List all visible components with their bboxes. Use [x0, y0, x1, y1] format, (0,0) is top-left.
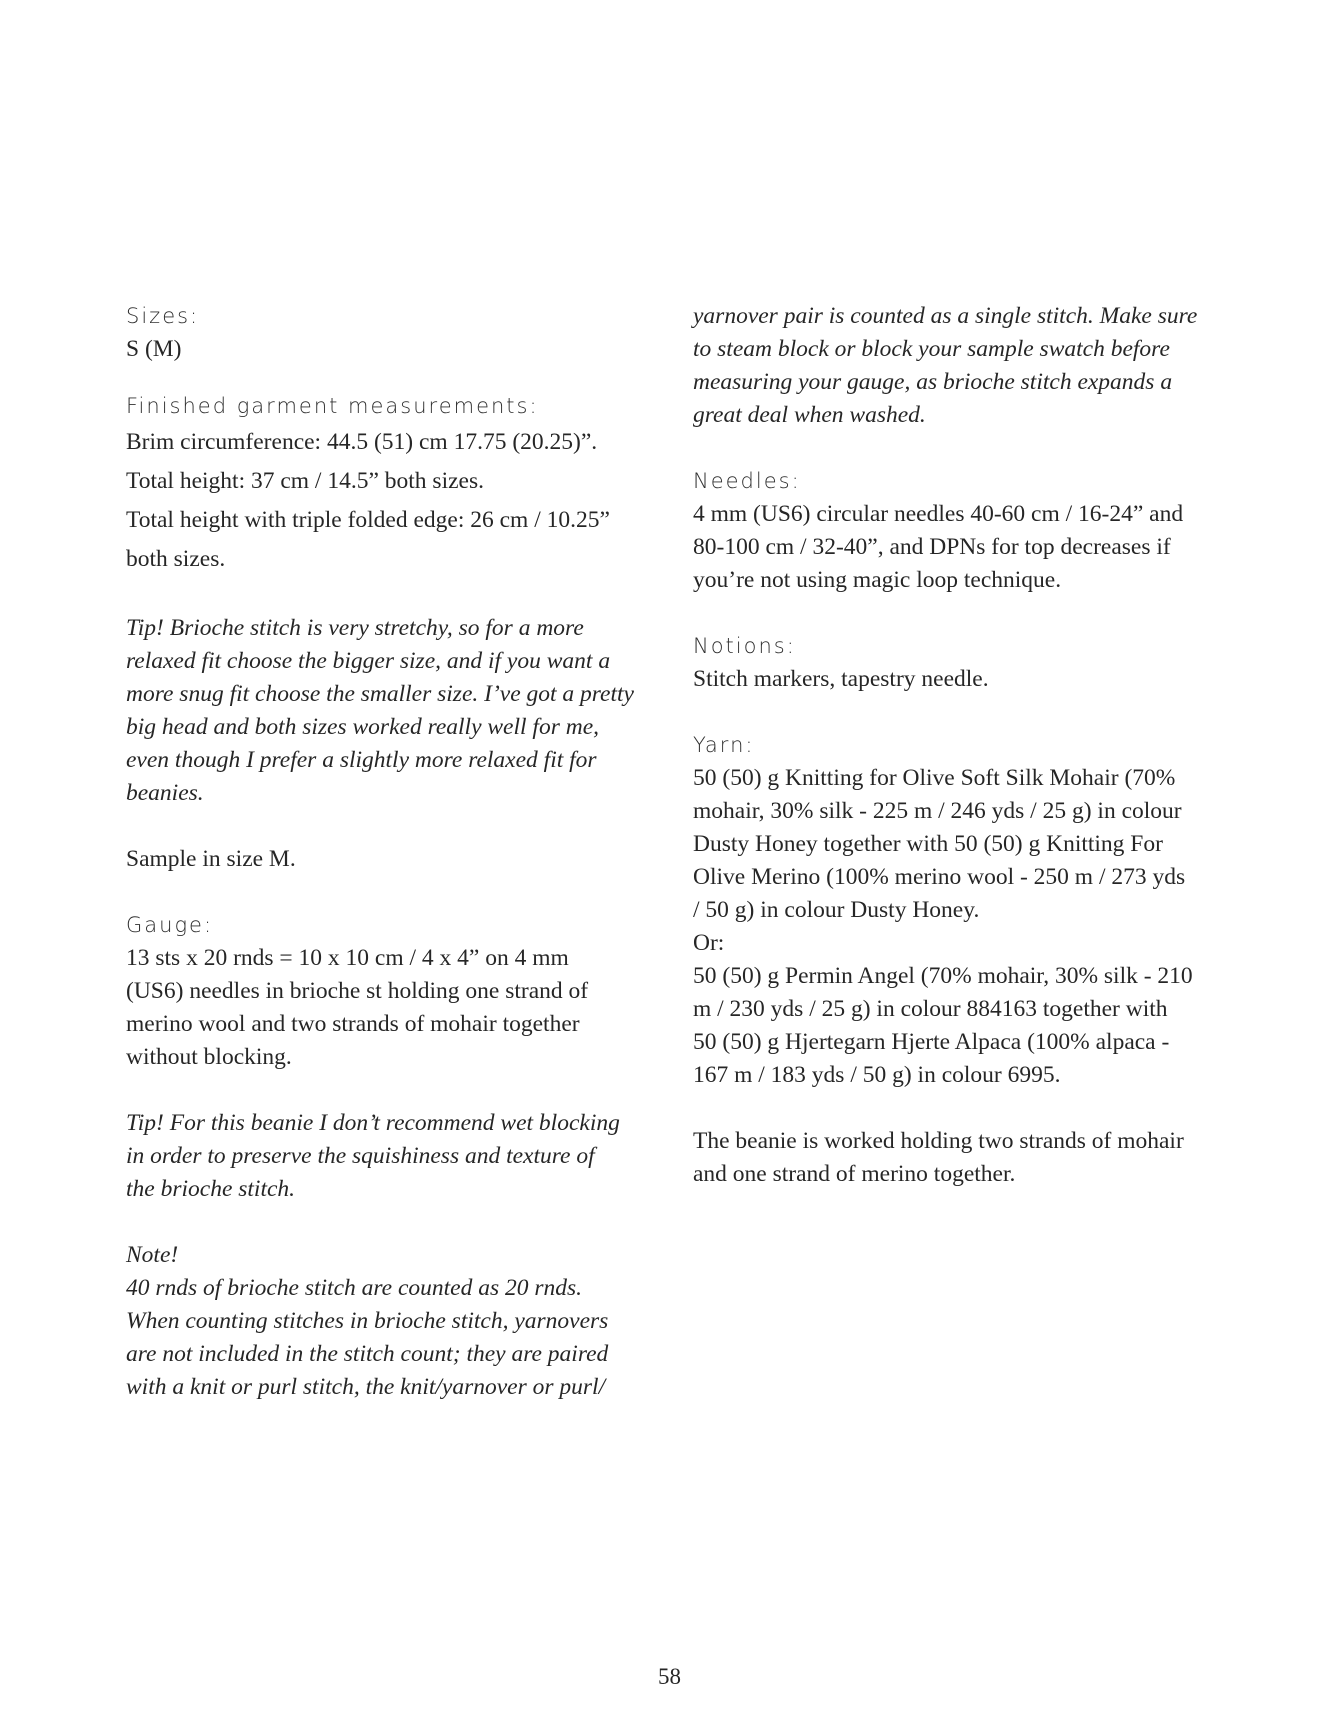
- needles-line: 80-100 cm / 32-40”, and DPNs for top decreases if: [693, 534, 1171, 560]
- tip-line: in order to preserve the squishiness and texture of: [126, 1143, 595, 1169]
- yarn-line: / 50 g) in colour Dusty Honey.: [693, 897, 980, 923]
- yarn-line: 50 (50) g Permin Angel (70% mohair, 30% silk - 210: [693, 963, 1193, 989]
- yarn-line: Dusty Honey together with 50 (50) g Knitting For: [693, 831, 1163, 857]
- left-column: [126, 300, 656, 1404]
- yarn-line: 50 (50) g Knitting for Olive Soft Silk Mohair (70%: [693, 765, 1176, 791]
- measurement-line: Total height: 37 cm / 14.5” both sizes.: [126, 468, 484, 494]
- measurement-line: Total height with triple folded edge: 26 cm / 10.25”: [126, 507, 610, 533]
- yarn-line: mohair, 30% silk - 225 m / 246 yds / 25 g) in colour: [693, 798, 1182, 824]
- note-line: to steam block or block your sample swatch before: [693, 336, 1170, 362]
- note-line: When counting stitches in brioche stitch, yarnovers: [126, 1308, 609, 1334]
- tip-line: big head and both sizes worked really well for me,: [126, 714, 599, 740]
- beanie-line: The beanie is worked holding two strands of mohair: [693, 1128, 1184, 1154]
- note-line: with a knit or purl stitch, the knit/yarnover or purl/: [126, 1374, 606, 1400]
- note-line: are not included in the stitch count; they are paired: [126, 1341, 609, 1367]
- sample-size: Sample in size M.: [126, 846, 296, 872]
- sizes-heading: Sizes:: [126, 304, 200, 328]
- yarn-line: 50 (50) g Hjertegarn Hjerte Alpaca (100% alpaca -: [693, 1029, 1170, 1055]
- needles-heading: Needles:: [693, 469, 801, 493]
- tip-line: the brioche stitch.: [126, 1176, 296, 1202]
- gauge-line: 13 sts x 20 rnds = 10 x 10 cm / 4 x 4” on 4 mm: [126, 945, 569, 971]
- notions-line: Stitch markers, tapestry needle.: [693, 666, 989, 692]
- needles-line: you’re not using magic loop technique.: [693, 567, 1062, 593]
- note-line: yarnover pair is counted as a single stitch. Make sure: [693, 303, 1198, 329]
- right-column: [693, 300, 1233, 1191]
- tip-line: relaxed fit choose the bigger size, and if you want a: [126, 648, 611, 674]
- yarn-line: 167 m / 183 yds / 50 g) in colour 6995.: [693, 1062, 1061, 1088]
- beanie-line: and one strand of merino together.: [693, 1161, 1016, 1187]
- yarn-line: Or:: [693, 930, 725, 956]
- tip-line: beanies.: [126, 780, 204, 806]
- yarn-line: Olive Merino (100% merino wool - 250 m / 273 yds: [693, 864, 1186, 890]
- sizes-value: S (M): [126, 336, 182, 362]
- gauge-line: merino wool and two strands of mohair together: [126, 1011, 580, 1037]
- tip-line: more snug fit choose the smaller size. I’ve got a pretty: [126, 681, 634, 707]
- measurements-heading: Finished garment measurements:: [126, 394, 539, 418]
- gauge-line: without blocking.: [126, 1044, 292, 1070]
- tip-line: Tip! For this beanie I don’t recommend wet blocking: [126, 1110, 620, 1136]
- notions-heading: Notions:: [693, 634, 796, 658]
- measurement-line: both sizes.: [126, 546, 226, 572]
- note-line: Note!: [126, 1242, 179, 1268]
- tip-line: even though I prefer a slightly more relaxed fit for: [126, 747, 597, 773]
- tip-line: Tip! Brioche stitch is very stretchy, so for a more: [126, 615, 584, 641]
- yarn-line: m / 230 yds / 25 g) in colour 884163 together with: [693, 996, 1168, 1022]
- note-line: 40 rnds of brioche stitch are counted as 20 rnds.: [126, 1275, 583, 1301]
- gauge-heading: Gauge:: [126, 913, 214, 937]
- measurement-line: Brim circumference: 44.5 (51) cm 17.75 (20.25)”.: [126, 429, 598, 455]
- page-number: 58: [658, 1664, 681, 1689]
- note-line: great deal when washed.: [693, 402, 926, 428]
- yarn-heading: Yarn:: [693, 733, 755, 757]
- gauge-line: (US6) needles in brioche st holding one strand of: [126, 978, 589, 1004]
- needles-line: 4 mm (US6) circular needles 40-60 cm / 16-24” and: [693, 501, 1184, 527]
- note-line: measuring your gauge, as brioche stitch expands a: [693, 369, 1173, 395]
